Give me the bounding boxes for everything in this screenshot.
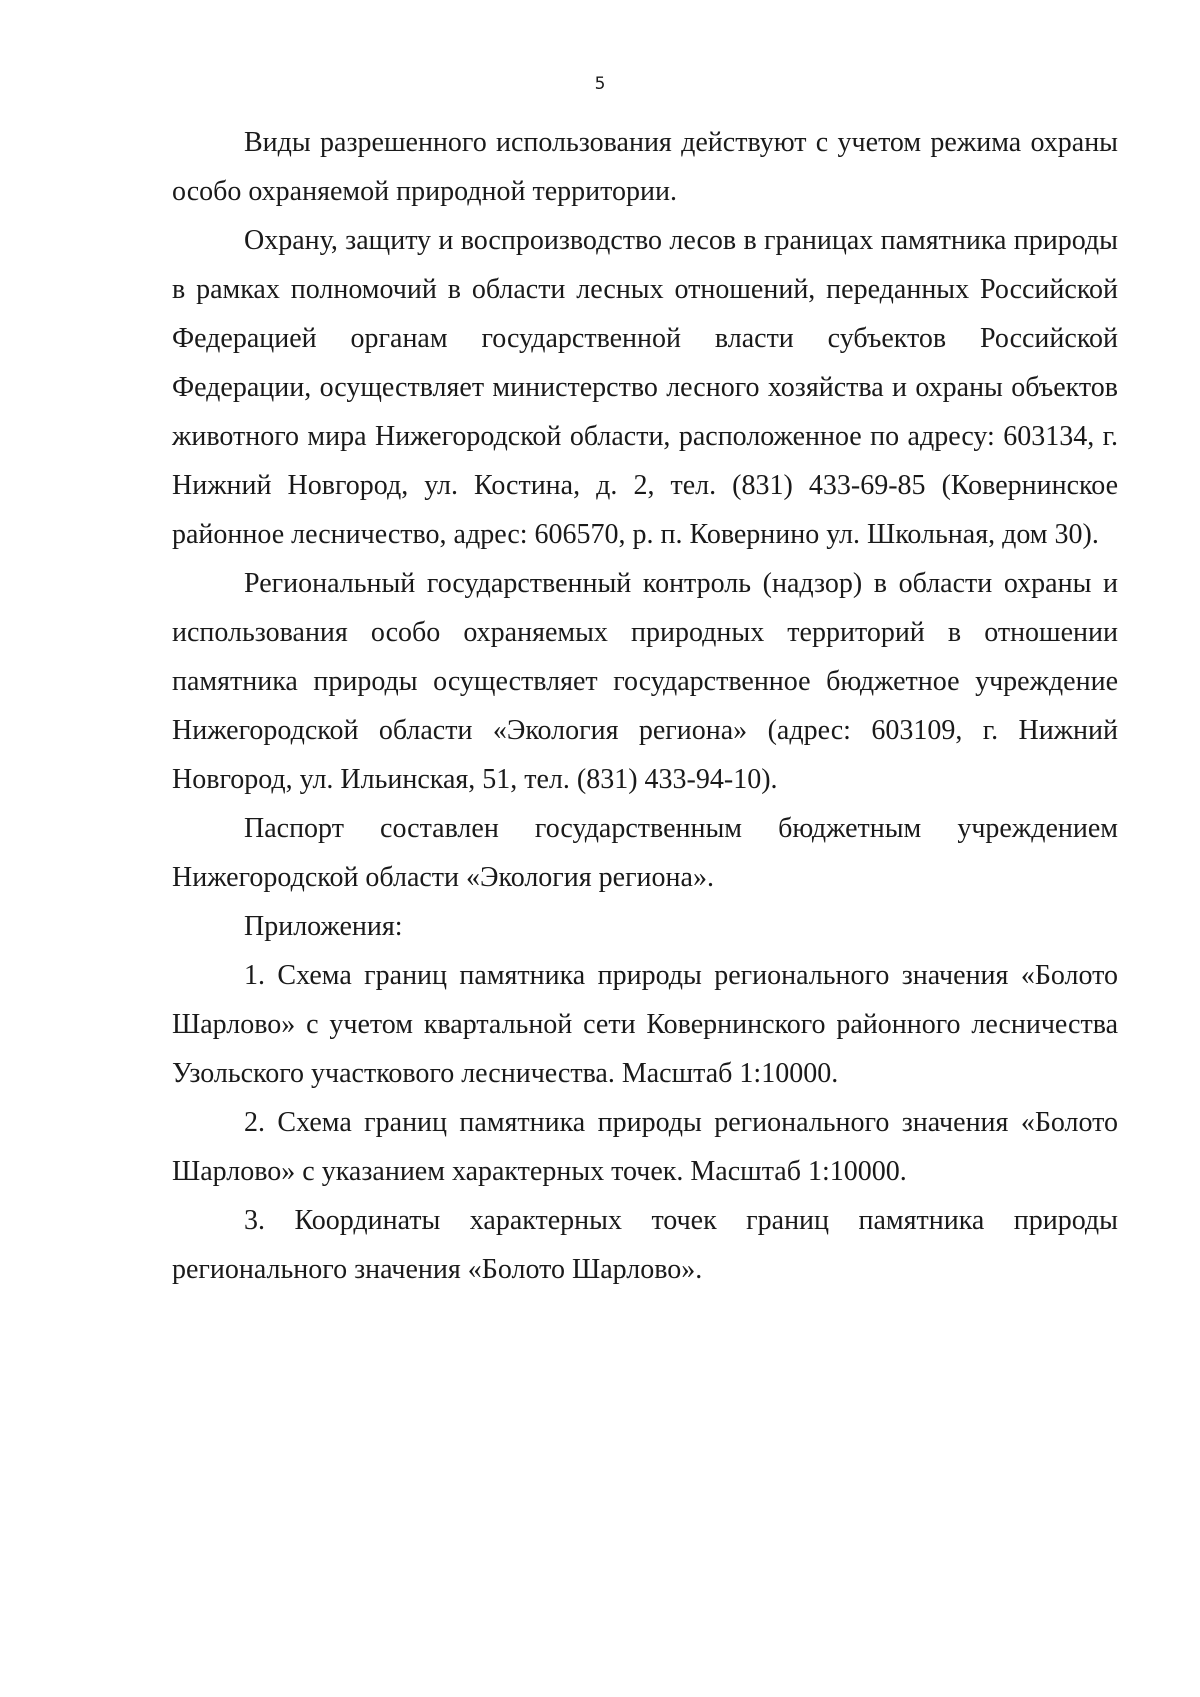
paragraph-forest-protection: Охрану, защиту и воспроизводство лесов в границах памятника природы в рамках полномочий в области лесных отношений, переданных Российской Федерацией органам государственной власти субъектов Российской Федерации, осуществляет министерство лесного хозяйства и охраны объектов животного мира Нижегородской области, расположенное по адресу: 603134, г. Нижний Новгород, ул. Костина, д. 2, тел. (831) 433-69-85 (Ковернинское районное лесничество, адрес: 606570, р. п. Ковернино ул. Школьная, дом 30).	[172, 225, 1118, 550]
paragraph-passport-author: Паспорт составлен государственным бюджетным учреждением Нижегородской области «Экология региона».	[172, 813, 1118, 893]
appendix-item-1: 1. Схема границ памятника природы регионального значения «Болото Шарлово» с учетом квартальной сети Ковернинского районного лесничества Узольского участкового лесничества. Масштаб 1:10000.	[172, 960, 1118, 1089]
paragraph-state-control: Региональный государственный контроль (надзор) в области охраны и использования особо охраняемых природных территорий в отношении памятника природы осуществляет государственное бюджетное учреждение Нижегородской области «Экология региона» (адрес: 603109, г. Нижний Новгород, ул. Ильинская, 51, тел. (831) 433-94-10).	[172, 568, 1118, 795]
appendix-item-2: 2. Схема границ памятника природы регионального значения «Болото Шарлово» с указанием характерных точек. Масштаб 1:10000.	[172, 1107, 1118, 1187]
paragraph-permitted-use: Виды разрешенного использования действуют с учетом режима охраны особо охраняемой природной территории.	[172, 127, 1118, 207]
page-number: 5	[594, 74, 606, 94]
appendices-heading: Приложения:	[244, 911, 403, 942]
appendix-item-3: 3. Координаты характерных точек границ памятника природы регионального значения «Болото Шарлово».	[172, 1205, 1118, 1285]
document-body	[172, 118, 1118, 1294]
